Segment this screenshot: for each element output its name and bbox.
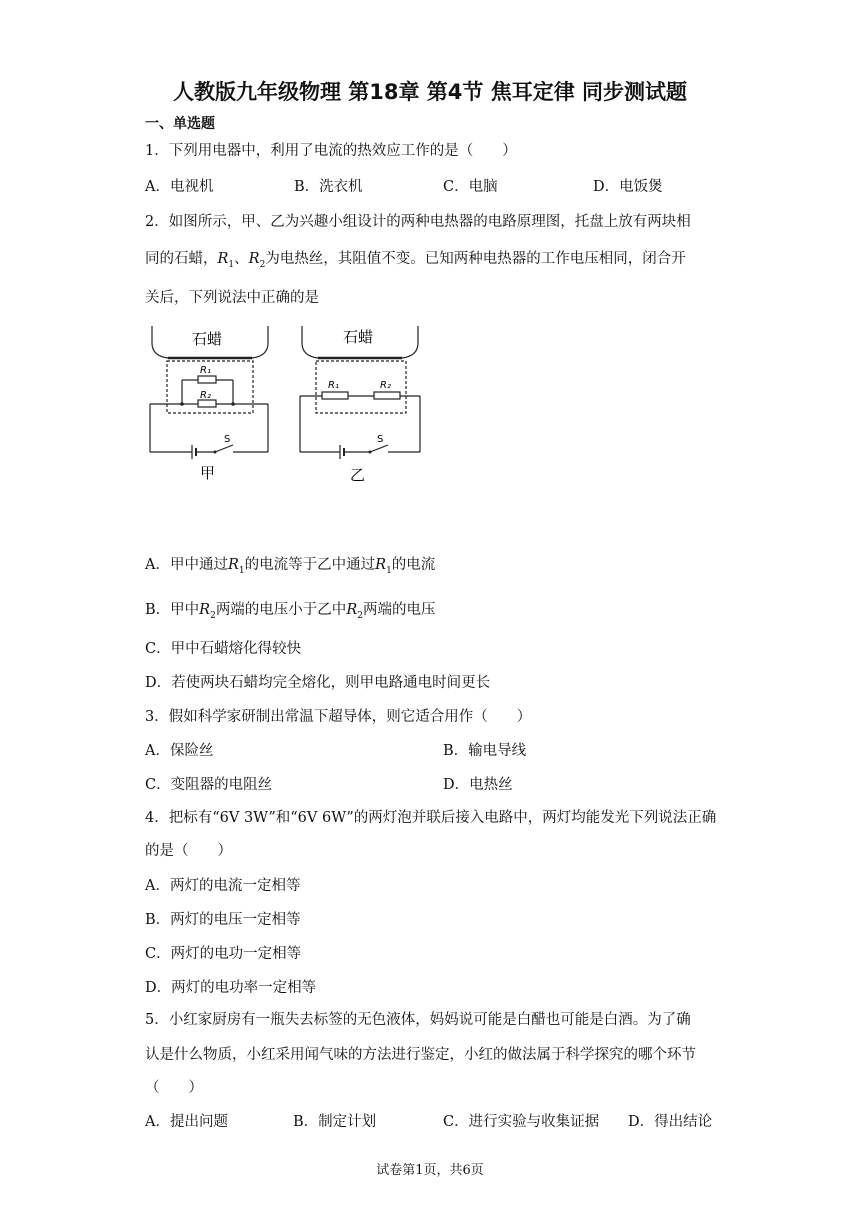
section-heading: 一、单选题 bbox=[145, 116, 215, 132]
q1-option-a: A．电视机 bbox=[145, 179, 214, 195]
question-3-stem: 3．假如科学家研制出常温下超导体，则它适合用作（ ） bbox=[145, 709, 532, 725]
q4-option-b: B．两灯的电压一定相等 bbox=[145, 912, 301, 928]
switch-label-jia: S bbox=[224, 434, 231, 445]
circuit-label-jia: 甲 bbox=[200, 464, 216, 482]
question-5-stem-line3: （ ） bbox=[145, 1080, 203, 1096]
q5-option-d: D．得出结论 bbox=[628, 1114, 713, 1130]
r2-label-jia: R₂ bbox=[200, 390, 211, 401]
question-4-stem-line2: 的是（ ） bbox=[145, 843, 232, 859]
q4-option-d: D．两灯的电功率一定相等 bbox=[145, 980, 317, 996]
question-1-stem: 1．下列用电器中，利用了电流的热效应工作的是（ ） bbox=[145, 143, 517, 159]
question-4-stem-line1: 4．把标有“6V 3W”和“6V 6W”的两灯泡并联后接入电路中，两灯均能发光下列说法正确 bbox=[145, 810, 717, 826]
q2-option-b: B．甲中$R_2$两端的电压小于乙中$R_2$两端的电压 bbox=[145, 602, 436, 621]
q5-option-a: A．提出问题 bbox=[145, 1114, 228, 1130]
q3-option-d: D．电热丝 bbox=[443, 777, 513, 793]
q5-option-c: C．进行实验与收集证据 bbox=[443, 1114, 600, 1130]
q2-option-c: C．甲中石蜡熔化得较快 bbox=[145, 641, 302, 657]
q3-option-b: B．输电导线 bbox=[443, 743, 527, 759]
r1-label-yi: R₁ bbox=[328, 380, 339, 391]
switch-label-yi: S bbox=[377, 434, 384, 445]
q1-option-c: C．电脑 bbox=[443, 179, 498, 195]
question-2-stem-line3: 关后，下列说法中正确的是 bbox=[145, 290, 319, 306]
q4-option-a: A．两灯的电流一定相等 bbox=[145, 878, 301, 894]
q3-option-a: A．保险丝 bbox=[145, 743, 214, 759]
question-2-stem-line1: 2．如图所示，甲、乙为兴趣小组设计的两种电热器的电路原理图，托盘上放有两块相 bbox=[145, 214, 691, 230]
q3-option-c: C．变阻器的电阻丝 bbox=[145, 777, 273, 793]
r2-label-yi: R₂ bbox=[380, 380, 391, 391]
question-5-stem-line1: 5．小红家厨房有一瓶失去标签的无色液体，妈妈说可能是白醋也可能是白酒。为了确 bbox=[145, 1012, 691, 1028]
question-2-stem-line2: 同的石蜡，$R_1$、$R_2$为电热丝，其阻值不变。已知两种电热器的工作电压相同，闭合开 bbox=[145, 251, 686, 270]
page-title: 人教版九年级物理 第18章 第4节 焦耳定律 同步测试题 bbox=[172, 80, 688, 104]
circuit-label-yi: 乙 bbox=[350, 466, 366, 484]
r1-label-jia: R₁ bbox=[200, 365, 211, 376]
page-footer: 试卷第1页，共6页 bbox=[376, 1163, 484, 1178]
q1-option-d: D．电饭煲 bbox=[593, 179, 663, 195]
q2-option-d: D．若使两块石蜡均完全熔化，则甲电路通电时间更长 bbox=[145, 675, 491, 691]
wax-label-jia: 石蜡 bbox=[192, 330, 223, 348]
q5-option-b: B．制定计划 bbox=[293, 1114, 377, 1130]
circuit-diagram bbox=[140, 318, 440, 488]
question-5-stem-line2: 认是什么物质，小红采用闻气味的方法进行鉴定，小红的做法属于科学探究的哪个环节 bbox=[145, 1047, 696, 1063]
q4-option-c: C．两灯的电功一定相等 bbox=[145, 946, 302, 962]
q1-option-b: B．洗衣机 bbox=[294, 179, 363, 195]
wax-label-yi: 石蜡 bbox=[343, 328, 374, 346]
q2-option-a: A．甲中通过$R_1$的电流等于乙中通过$R_1$的电流 bbox=[145, 557, 436, 576]
